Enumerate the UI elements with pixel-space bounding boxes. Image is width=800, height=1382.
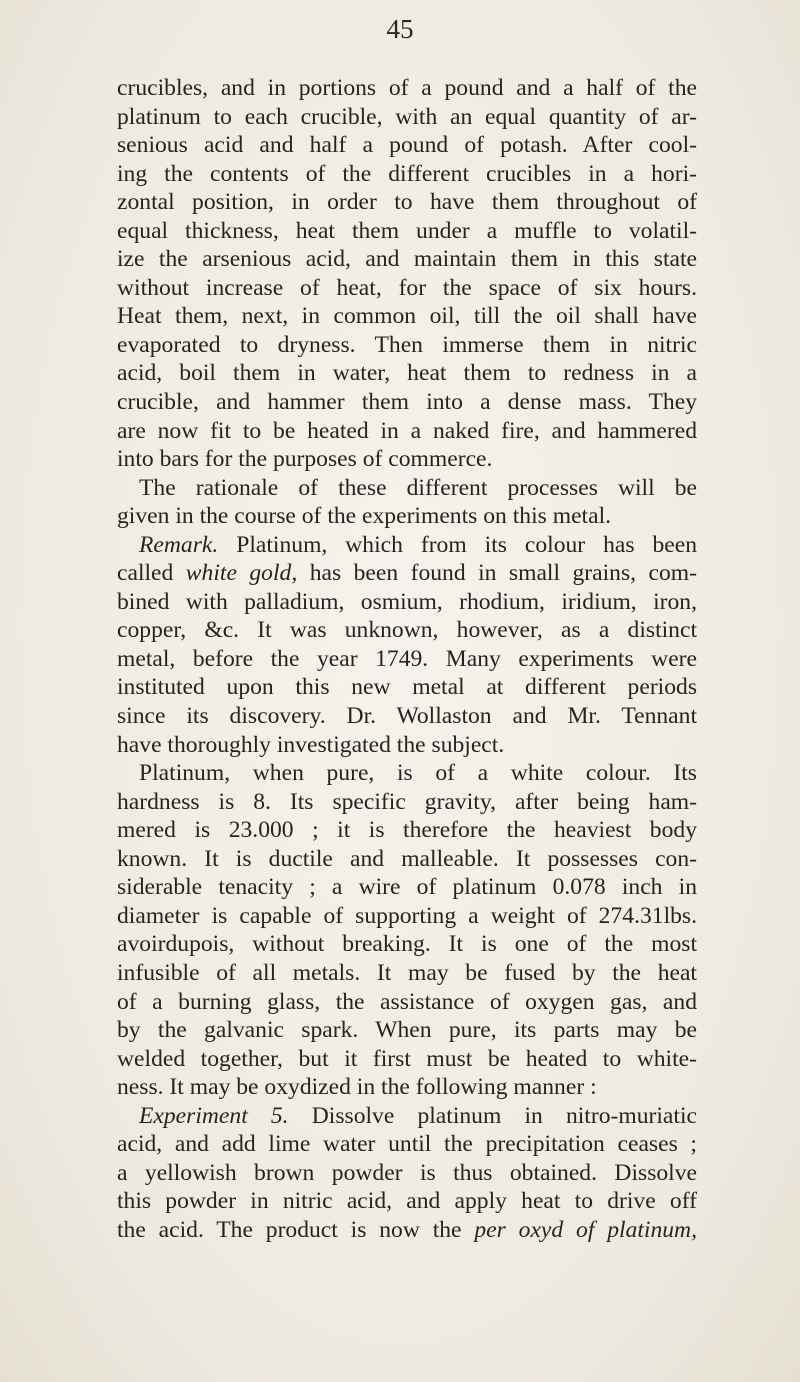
text-line: equal thickness, heat them under a muffle to volatil- xyxy=(117,217,697,244)
text-line: acid, boil them in water, heat them to redness in a xyxy=(117,360,697,387)
white-gold-term: white gold, xyxy=(185,560,298,587)
text-line: senious acid and half a pound of potash. After cool- xyxy=(117,132,697,159)
text-line: a yellowish brown powder is thus obtained. Dissolve xyxy=(117,1159,697,1186)
text-fragment: called xyxy=(117,560,174,587)
text-line: welded together, but it first must be heated to white- xyxy=(117,1045,697,1072)
text-line: hardness is 8. Its specific gravity, after being ham- xyxy=(117,788,697,815)
text-fragment: the acid. The product is now the xyxy=(117,1216,462,1243)
per-oxyd-term: per oxyd of platinum, xyxy=(474,1216,697,1243)
text-line: known. It is ductile and malleable. It possesses con- xyxy=(117,845,697,872)
text-line: diameter is capable of supporting a weight of 274.31lbs. xyxy=(117,902,697,929)
text-line: by the galvanic spark. When pure, its parts may be xyxy=(117,1017,697,1044)
text-fragment: Dissolve platinum in nitro-muriatic xyxy=(311,1102,697,1129)
text-line: into bars for the purposes of commerce. xyxy=(117,446,493,473)
text-line: have thoroughly investigated the subject. xyxy=(117,731,505,758)
text-line: mered is 23.000 ; it is therefore the heaviest body xyxy=(117,817,697,844)
text-line: Platinum, when pure, is of a white colour. Its xyxy=(139,760,697,787)
text-line: without increase of heat, for the space of six hours. xyxy=(117,274,697,301)
text-line: avoirdupois, without breaking. It is one of the most xyxy=(117,931,697,958)
text-line: this powder in nitric acid, and apply heat to drive off xyxy=(117,1188,697,1215)
text-line: ing the contents of the different crucibles in a hori- xyxy=(117,160,697,187)
text-fragment: has been found in small grains, com- xyxy=(309,560,697,587)
experiment-first-line xyxy=(117,1102,697,1131)
page-text xyxy=(117,74,697,1244)
page-number: 45 xyxy=(386,14,414,44)
text-line: platinum to each crucible, with an equal quantity of ar- xyxy=(117,103,697,130)
text-line: crucible, and hammer them into a dense mass. They xyxy=(117,389,697,416)
text-line: ness. It may be oxydized in the following manner : xyxy=(117,1074,597,1101)
text-line: ize the arsenious acid, and maintain them in this state xyxy=(117,246,697,273)
remark-second-line xyxy=(117,559,697,588)
remark-label: Remark. xyxy=(139,531,219,558)
text-line: Heat them, next, in common oil, till the oil shall have xyxy=(117,303,697,330)
text-line: given in the course of the experiments on this metal. xyxy=(117,503,612,530)
text-fragment: Platinum, which from its colour has been xyxy=(236,531,697,558)
experiment-label: Experiment 5. xyxy=(139,1102,289,1129)
text-line: instituted upon this new metal at different periods xyxy=(117,674,697,701)
text-line: crucibles, and in portions of a pound and a half of the xyxy=(117,75,697,101)
text-line: evaporated to dryness. Then immerse them in nitric xyxy=(117,331,697,358)
text-line: since its discovery. Dr. Wollaston and Mr. Tennant xyxy=(117,703,697,730)
text-line: are now fit to be heated in a naked fire, and hammered xyxy=(117,417,697,444)
remark-first-line xyxy=(117,531,697,560)
text-line: bined with palladium, osmium, rhodium, iridium, iron, xyxy=(117,588,697,615)
text-line: The rationale of these different processes will be xyxy=(139,474,697,501)
text-line: acid, and add lime water until the precipitation ceases ; xyxy=(117,1131,697,1158)
experiment-last-line xyxy=(117,1216,697,1245)
text-line: of a burning glass, the assistance of oxygen gas, and xyxy=(117,988,697,1015)
text-line: siderable tenacity ; a wire of platinum 0.078 inch in xyxy=(117,874,697,901)
text-line: infusible of all metals. It may be fused by the heat xyxy=(117,959,697,986)
text-line: zontal position, in order to have them throughout of xyxy=(117,189,697,216)
text-line: copper, &c. It was unknown, however, as a distinct xyxy=(117,617,697,644)
text-line: metal, before the year 1749. Many experiments were xyxy=(117,645,697,672)
